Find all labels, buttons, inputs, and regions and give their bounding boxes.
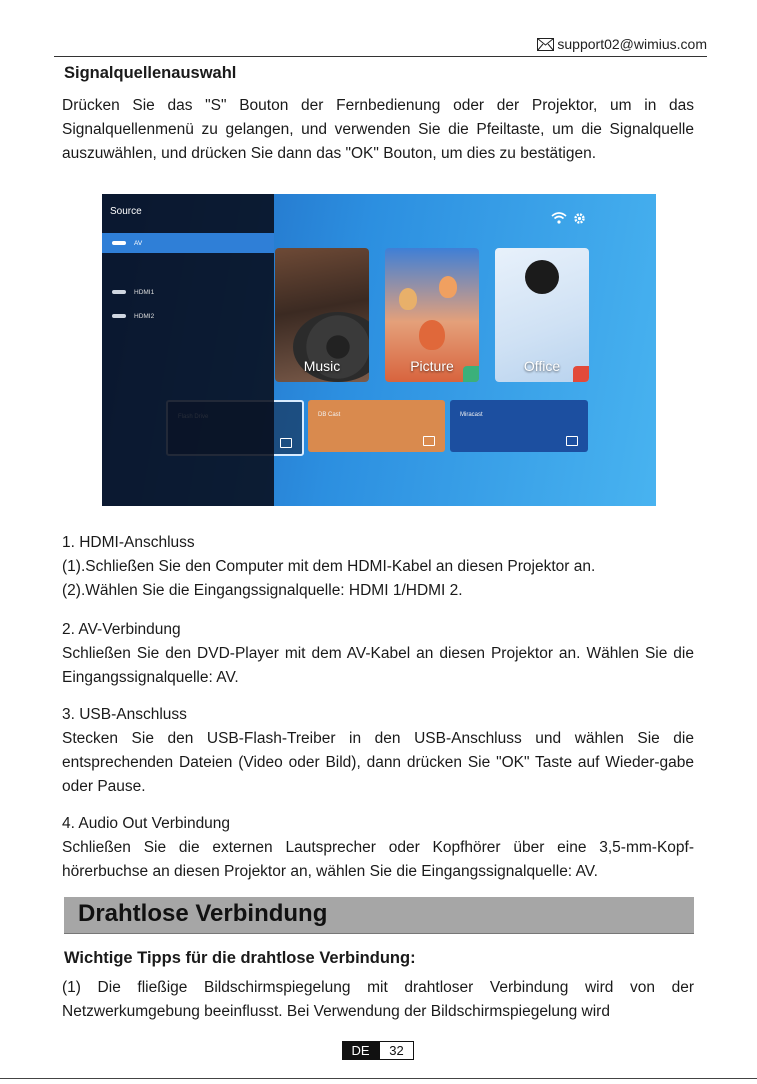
- item-title: 1. HDMI-Anschluss: [62, 534, 195, 551]
- bar-miracast: [450, 400, 588, 452]
- item-title: 4. Audio Out Verbindung: [62, 815, 231, 832]
- tips-title: Wichtige Tipps für die drahtlose Verbindung:: [64, 949, 416, 967]
- item-line: (1).Schließen Sie den Computer mit dem HDMI-Kabel an diesen Projektor an.: [62, 558, 596, 575]
- header-divider: [54, 56, 707, 57]
- screen-mirror-icon: [566, 436, 578, 446]
- gear-icon: [573, 212, 586, 225]
- item-title: 2. AV-Verbindung: [62, 621, 181, 638]
- status-icons: [551, 212, 586, 225]
- balloon-icon: [439, 276, 457, 298]
- source-item-hdmi1[interactable]: [102, 282, 274, 302]
- item-usb: [62, 703, 694, 799]
- wireless-banner: [64, 897, 694, 934]
- page-footer: [342, 1041, 414, 1060]
- item-text: Schließen Sie die externen Lautsprecher oder Kopfhörer über eine 3,5-mm-Kopf-hörerbuchse an diesen Projektor an, wählen Sie die Eingangssignalquelle: AV.: [62, 839, 694, 880]
- balloon-icon: [399, 288, 417, 310]
- item-title: 3. USB-Anschluss: [62, 706, 187, 723]
- tile-picture: [385, 248, 479, 382]
- tile-label: Office: [523, 358, 561, 374]
- usb-icon: [280, 438, 292, 448]
- item-text: Stecken Sie den USB-Flash-Treiber in den USB-Anschluss und wählen Sie die entsprechenden Dateien (Video oder Bild), dann drücken Sie "OK" Taste auf Wieder-gabe oder Pause.: [62, 730, 694, 795]
- bar-label: DB Cast: [318, 412, 341, 418]
- bar-db-cast: [308, 400, 445, 452]
- source-menu-screenshot: [102, 194, 656, 506]
- envelope-icon: [537, 38, 554, 51]
- item-audio-out: [62, 812, 694, 884]
- tip-paragraph: (1) Die fließige Bildschirmspiegelung mit drahtloser Verbindung wird von der Netzwerkumgebung beeinflusst. Bei Verwendung der Bildschirmspiegelung wird: [62, 979, 694, 1020]
- item-line: (2).Wählen Sie die Eingangssignalquelle: HDMI 1/HDMI 2.: [62, 582, 463, 599]
- balloon-icon: [419, 320, 445, 350]
- item-text: Schließen Sie den DVD-Player mit dem AV-Kabel an diesen Projektor an. Wählen Sie die Eingangssignalquelle: AV.: [62, 645, 694, 686]
- source-item-av[interactable]: [102, 233, 274, 253]
- intro-paragraph: Drücken Sie das "S" Bouton der Fernbedienung oder der Projektor, um in das Signalquellenmenü zu gelangen, und verwenden Sie die Pfeiltaste, um die Signalquelle auszuwählen, und drücken Sie dann das "OK" Bouton, um dies zu bestätigen.: [62, 97, 694, 162]
- language-badge: DE: [342, 1041, 379, 1060]
- source-label: HDMI1: [134, 288, 155, 296]
- header-email: [537, 36, 707, 52]
- tile-office: [495, 248, 589, 382]
- source-panel: [102, 194, 274, 506]
- section-title: Signalquellenauswahl: [64, 64, 237, 82]
- bar-label: Miracast: [460, 412, 483, 418]
- item-av: [62, 618, 694, 690]
- camera-icon: [525, 260, 559, 294]
- tile-label: Picture: [410, 358, 454, 374]
- hdmi-plug-icon: [112, 314, 126, 318]
- item-hdmi: [62, 531, 694, 603]
- hdmi-plug-icon: [112, 290, 126, 294]
- wifi-icon: [551, 212, 567, 224]
- banner-title: Drahtlose Verbindung: [78, 900, 328, 927]
- av-plug-icon: [112, 241, 126, 245]
- source-label: AV: [134, 239, 143, 247]
- page-number: 32: [379, 1041, 414, 1060]
- bottom-divider: [0, 1078, 757, 1079]
- email-address: support02@wimius.com: [557, 36, 707, 52]
- source-label: HDMI2: [134, 312, 155, 320]
- tile-label: Music: [303, 358, 341, 374]
- cast-icon: [423, 436, 435, 446]
- source-item-hdmi2[interactable]: [102, 306, 274, 326]
- source-title: Source: [110, 206, 142, 217]
- tile-music: [275, 248, 369, 382]
